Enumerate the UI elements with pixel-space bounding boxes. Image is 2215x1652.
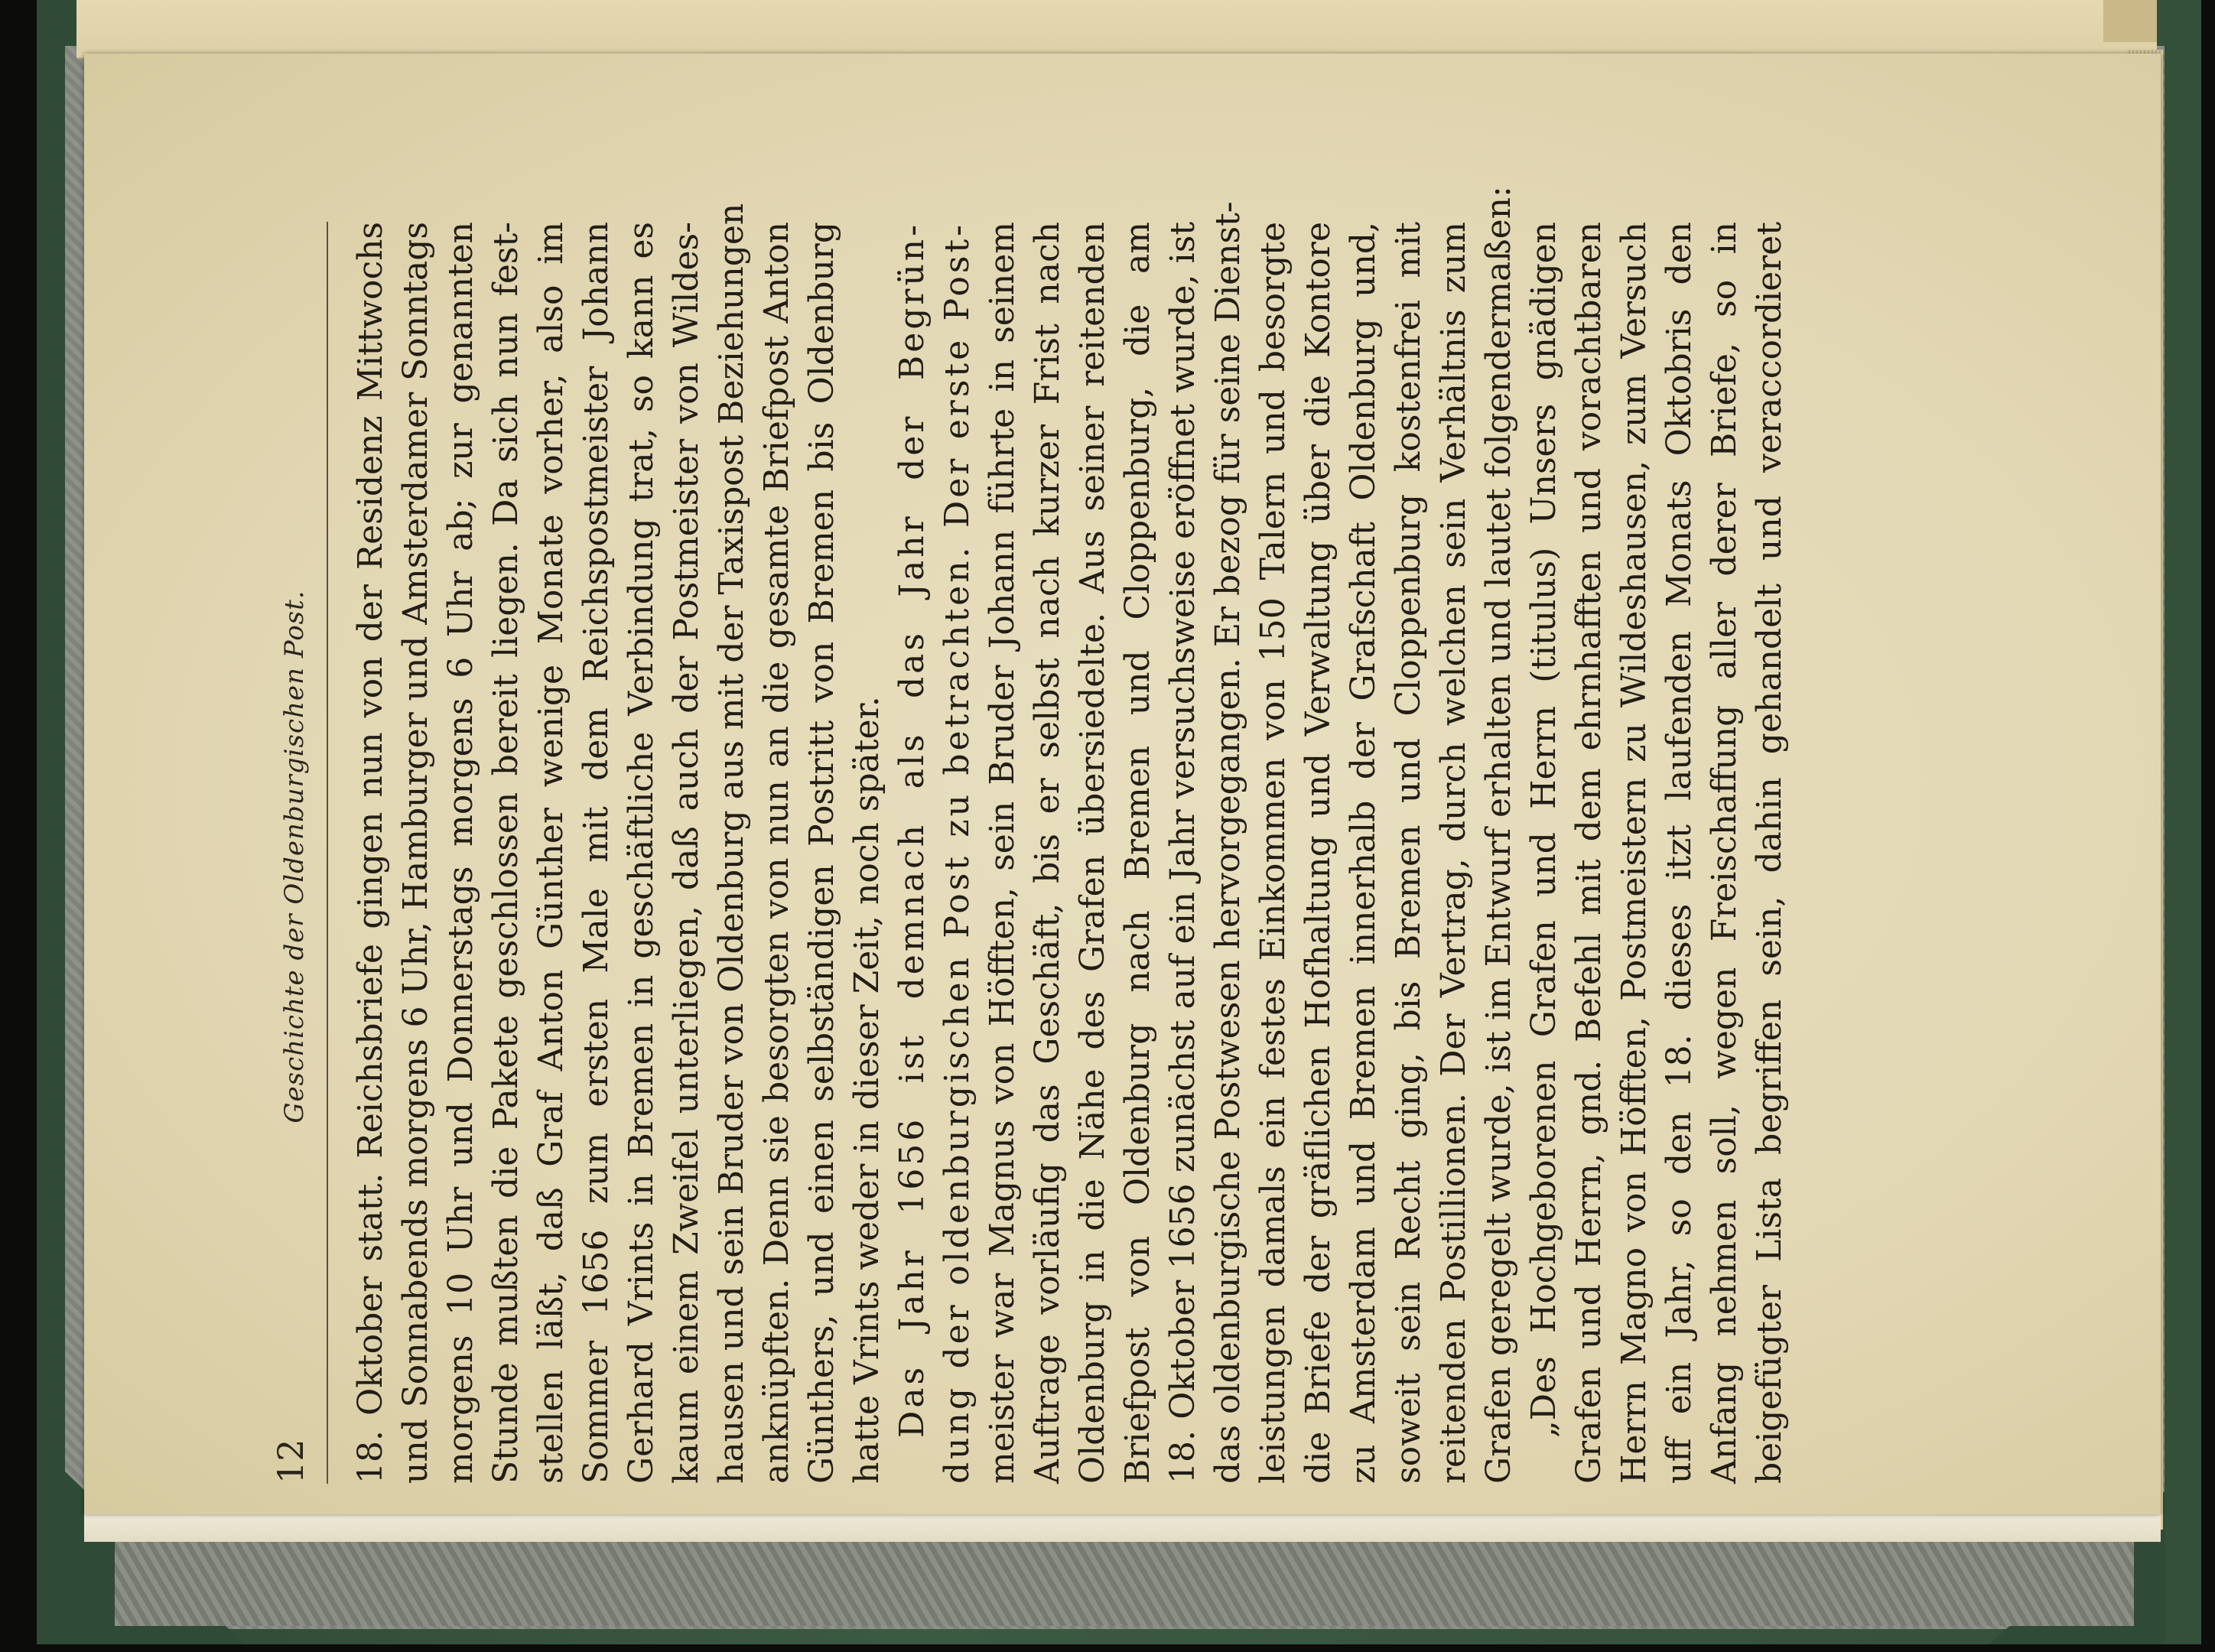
text-line: anknüpften. Denn sie besorgten von nun an die gesamte Briefpost Anton (757, 222, 796, 1484)
facing-page-corner (2103, 0, 2157, 42)
running-head: Geschichte der Oldenburgischen Post. (279, 590, 310, 1124)
text-line: Briefpost von Oldenburg nach Bremen und Cloppenburg, die am (1118, 222, 1157, 1484)
text-line: hausen und sein Bruder von Oldenburg aus mit der Taxispost Beziehungen (712, 203, 751, 1484)
text-line: Oldenburg in die Nähe des Grafen übersiedelte. Aus seiner reitenden (1073, 222, 1112, 1484)
text-line: Herrn Magno von Höfften, Postmeistern zu Wildeshausen, zum Versuch (1615, 222, 1654, 1484)
page-gutter (84, 1513, 2161, 1542)
text-line: Sommer 1656 zum ersten Male mit dem Reichspostmeister Johann (577, 222, 616, 1484)
text-line: Grafen und Herrn, gnd. Befehl mit dem ehrnhafften und vorachtbaren (1569, 222, 1608, 1484)
text-line: Anfang nehmen soll, wegen Freischaffung aller derer Briefe, so in (1705, 222, 1744, 1484)
text-line: stellen läßt, daß Graf Anton Günther wenige Monate vorher, also im (532, 222, 571, 1484)
text-line: Günthers, und einen selbständigen Postritt von Bremen bis Oldenburg (802, 222, 841, 1484)
text-line: leistungen damals ein festes Einkommen von 150 Talern und besorgte (1254, 222, 1293, 1484)
text-line: die Briefe der gräflichen Hofhaltung und Verwaltung über die Kontore (1299, 222, 1338, 1484)
text-line: 18. Oktober statt. Reichsbriefe gingen nun von der Residenz Mittwochs (351, 222, 390, 1484)
header-rule (327, 222, 328, 1484)
text-line: zu Amsterdam und Bremen innerhalb der Grafschaft Oldenburg und, (1344, 222, 1383, 1484)
text-line: Grafen geregelt wurde, ist im Entwurf erhalten und lautet folgendermaßen: (1479, 186, 1518, 1484)
body-text (348, 186, 1792, 1484)
text-line: reitenden Postillionen. Der Vertrag, durch welchen sein Verhältnis zum (1434, 222, 1473, 1484)
text-line: Das Jahr 1656 ist demnach als das Jahr der Begrün- (893, 222, 932, 1438)
page-header (264, 214, 325, 1499)
text-line: „Des Hochgeborenen Grafen und Herrn (titulus) Unsers gnädigen (1524, 222, 1563, 1438)
text-line: und Sonnabends morgens 6 Uhr, Hamburger und Amsterdamer Sonntags (396, 222, 435, 1484)
text-line: das oldenburgische Postwesen hervorgegangen. Er bezog für seine Dienst- (1208, 201, 1247, 1484)
page-text-block (264, 186, 2100, 1499)
text-line: morgens 10 Uhr und Donnerstags morgens 6 Uhr ab; zur genannten (441, 222, 480, 1484)
text-line: dung der oldenburgischen Post zu betrachten. Der erste Post- (938, 222, 977, 1484)
text-line: 18. Oktober 1656 zunächst auf ein Jahr versuchsweise eröffnet wurde, ist (1163, 222, 1202, 1484)
text-line: meister war Magnus von Höfften, sein Bruder Johann führte in seinem (983, 222, 1022, 1484)
text-line: uff ein Jahr, so den 18. dieses itzt laufenden Monats Oktobris den (1660, 222, 1699, 1484)
text-line: hatte Vrints weder in dieser Zeit, noch später. (847, 696, 886, 1484)
page-number: 12 (270, 1439, 311, 1484)
text-line: Gerhard Vrints in Bremen in geschäftliche Verbindung trat, so kann es (622, 222, 661, 1484)
text-line: Stunde mußten die Pakete geschlossen bereit liegen. Da sich nun fest- (486, 222, 525, 1484)
facing-page-edge (76, 0, 2157, 59)
text-line: beigefügter Lista begriffen sein, dahin gehandelt und veraccordieret (1750, 222, 1789, 1484)
text-line: kaum einem Zweifel unterliegen, daß auch der Postmeister von Wildes- (667, 222, 706, 1484)
text-line: Auftrage vorläufig das Geschäft, bis er selbst nach kurzer Frist nach (1028, 222, 1067, 1484)
endpaper-bottom (115, 1542, 2134, 1626)
text-line: soweit sein Recht ging, bis Bremen und Cloppenburg kostenfrei mit (1389, 222, 1428, 1484)
